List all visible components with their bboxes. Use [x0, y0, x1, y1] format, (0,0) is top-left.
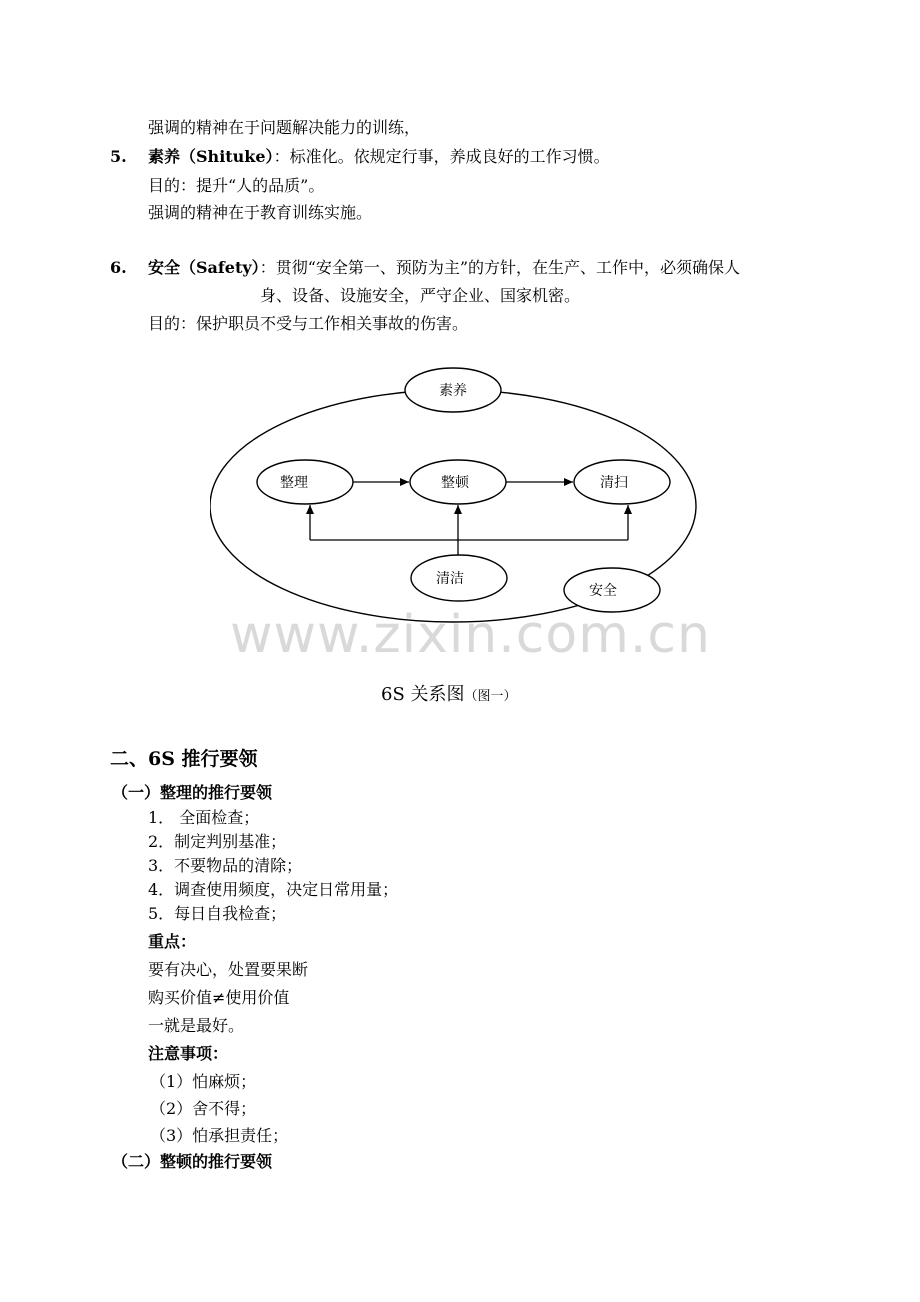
diagram-caption-sub: （图一） [464, 689, 517, 704]
node-qingsao-label: 清扫 [600, 475, 628, 491]
node-zhengdun-label: 整顿 [441, 475, 469, 491]
diagram-caption [381, 680, 517, 706]
node-zhengli-label: 整理 [280, 475, 308, 491]
item-6-title: 安全（Safety） [148, 258, 260, 277]
node-zhengdun [410, 460, 506, 504]
notes-label: 注意事项： [148, 1044, 229, 1063]
item-5-line [148, 147, 610, 167]
item-5-emphasis: 强调的精神在于教育训练实施。 [148, 203, 373, 222]
6s-relationship-diagram [210, 362, 710, 627]
step-4: 4．调查使用频度，决定日常用量； [148, 880, 399, 899]
item-6-number: 6. [110, 258, 127, 277]
item-6-line [148, 258, 740, 278]
item-5-title: 素养（Shituke） [148, 147, 274, 166]
sub-2-heading: （二）整顿的推行要领 [112, 1152, 273, 1171]
note-1: （1）怕麻烦； [150, 1072, 257, 1091]
step-5: 5．每日自我检查； [148, 904, 287, 923]
step-2: 2．制定判别基准； [148, 832, 287, 851]
sub-1-heading: （一）整理的推行要领 [112, 783, 273, 802]
step-3: 3．不要物品的清除； [148, 856, 303, 875]
node-zhengli [257, 460, 353, 504]
item-5-number: 5. [110, 147, 127, 166]
key-point-1: 要有决心，处置要果断 [148, 960, 309, 979]
item-5-goal: 目的：提升“人的品质”。 [148, 176, 325, 195]
note-2: （2）舍不得； [150, 1099, 257, 1118]
key-point-3: 一就是最好。 [148, 1016, 245, 1035]
item-6-desc-2: 身、设备、设施安全，严守企业、国家机密。 [260, 286, 581, 305]
step-1: 1． 全面检查； [148, 808, 260, 827]
item-6-goal: 目的：保护职员不受与工作相关事故的伤害。 [148, 314, 469, 333]
node-qingjie-label: 清洁 [436, 571, 464, 587]
item-5-desc: ：标准化。依规定行事，养成良好的工作习惯。 [273, 147, 610, 166]
node-anquan-label: 安全 [589, 583, 617, 599]
watermark: www.zixin.com.cn [230, 605, 711, 665]
emphasis-line-4: 强调的精神在于问题解决能力的训练， [148, 118, 421, 137]
diagram-caption-main: 6S 关系图 [381, 684, 465, 705]
node-qingjie [411, 555, 507, 601]
key-point-2: 购买价值≠使用价值 [148, 988, 290, 1007]
node-suyang [405, 368, 501, 412]
node-qingsao [574, 460, 670, 504]
note-3: （3）怕承担责任； [150, 1126, 289, 1145]
key-points-label: 重点： [148, 932, 197, 951]
node-suyang-label: 素养 [439, 383, 467, 399]
item-6-desc-1: ：贯彻“安全第一、预防为主”的方针，在生产、工作中，必须确保人 [259, 258, 741, 277]
section-2-heading: 二、6S 推行要领 [110, 748, 258, 770]
